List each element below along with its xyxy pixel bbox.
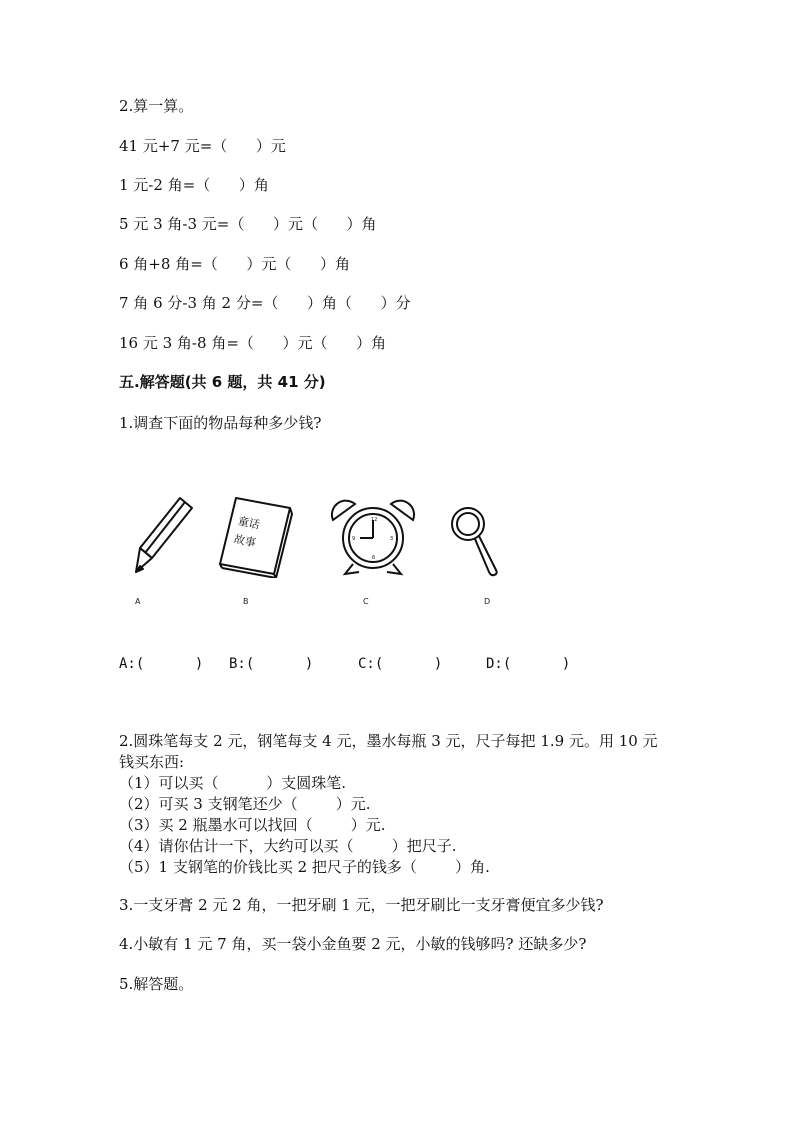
storybook-title-2: 故事	[232, 532, 257, 550]
calc-item-3: 5 元 3 角-3 元=（ ）元（ ）角	[119, 215, 377, 233]
calc-item-4: 6 角+8 角=（ ）元（ ）角	[119, 255, 350, 273]
q5-text: 5.解答题。	[119, 975, 194, 993]
calc-item-2: 1 元-2 角=（ ）角	[119, 176, 269, 194]
storybook-title-1: 童话	[236, 514, 261, 532]
picture-label-a: A	[135, 597, 141, 606]
svg-text:12: 12	[371, 517, 378, 523]
svg-text:6: 6	[372, 555, 376, 561]
q2-line-2: 钱买东西:	[119, 753, 185, 771]
svg-text:3: 3	[390, 536, 394, 542]
picture-label-b: B	[243, 597, 249, 606]
calc-item-6: 16 元 3 角-8 角=（ ）元（ ）角	[119, 334, 387, 352]
answer-b: B:( )	[229, 656, 314, 672]
q4-text: 4.小敏有 1 元 7 角，买一袋小金鱼要 2 元，小敏的钱够吗? 还缺多少?	[119, 935, 587, 953]
storybook-icon	[216, 494, 296, 578]
answer-a: A:( )	[119, 656, 204, 672]
q2-line-1: 2.圆珠笔每支 2 元，钢笔每支 4 元，墨水每瓶 3 元，尺子每把 1.9 元。用 10 元	[119, 732, 658, 750]
q2-line-4: （2）可买 3 支钢笔还少（ ）元.	[119, 795, 371, 813]
alarm-clock-icon	[327, 498, 419, 578]
q2-line-5: （3）买 2 瓶墨水可以找回（ ）元.	[119, 816, 386, 834]
q2-line-6: （4）请你估计一下，大约可以买（ ）把尺子.	[119, 837, 457, 855]
q2-block	[119, 731, 679, 878]
q3-text: 3.一支牙膏 2 元 2 角，一把牙刷 1 元，一把牙刷比一支牙膏便宜多少钱?	[119, 896, 604, 914]
picture-label-d: D	[484, 597, 491, 606]
picture-label-c: C	[363, 597, 369, 606]
calc-item-1: 41 元+7 元=（ ）元	[119, 137, 286, 155]
answer-d: D:( )	[486, 656, 571, 672]
calc-item-5: 7 角 6 分-3 角 2 分=（ ）角（ ）分	[119, 294, 411, 312]
calc-title: 2.算一算。	[119, 97, 194, 115]
section-five-heading: 五.解答题(共 6 题，共 41 分)	[119, 373, 326, 391]
answer-c: C:( )	[358, 656, 443, 672]
pencil-icon	[130, 492, 200, 576]
q2-line-7: （5）1 支钢笔的价钱比买 2 把尺子的钱多（ ）角.	[119, 858, 490, 876]
magnifier-icon	[448, 504, 504, 578]
q2-line-3: （1）可以买（ ）支圆珠笔.	[119, 774, 346, 792]
svg-text:9: 9	[352, 536, 356, 542]
q1-title: 1.调查下面的物品每种多少钱?	[119, 414, 322, 432]
